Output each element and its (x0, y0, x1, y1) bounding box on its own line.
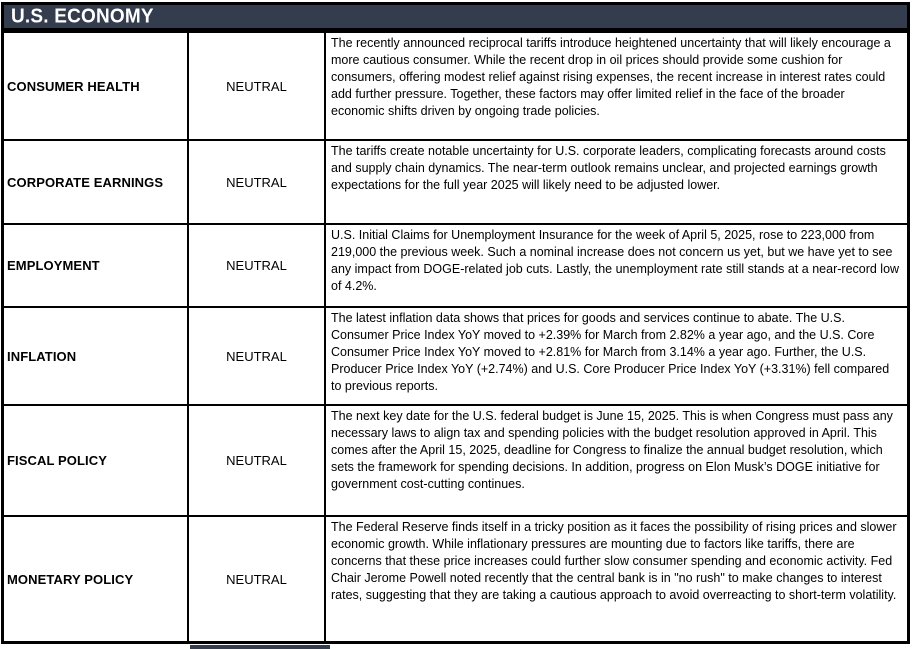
description-text: The next key date for the U.S. federal budget is June 15, 2025. This is when Congress must pass any necessary laws to align tax and spending policies with the budget resolution approved in April. This comes after the April 15, 2025, deadline for Congress to finalize the annual budget resolution, which sets the framework for spending decisions. In addition, progress on Elon Musk’s DOGE initiative for government cost-cutting continues. (331, 409, 893, 491)
category-label: FISCAL POLICY (4, 406, 189, 515)
description-text: U.S. Initial Claims for Unemployment Insurance for the week of April 5, 2025, rose to 223,000 from 219,000 the previous week. Such a nominal increase does not concern us yet, but we have yet to see any impact from DOGE-related job cuts. Lastly, the unemployment rate still stands at a near-record low of 4.2%. (331, 228, 900, 293)
table-row-inflation (4, 306, 907, 404)
rating-value: NEUTRAL (189, 406, 326, 515)
table-row-fiscal-policy (4, 404, 907, 515)
description-text: The tariffs create notable uncertainty for U.S. corporate leaders, complicating forecasts around costs and supply chain dynamics. The near-term outlook remains unclear, and projected earnings growth expectations for the full year 2025 will likely need to be adjusted lower. (331, 144, 886, 192)
rating-value: NEUTRAL (189, 33, 326, 139)
us-economy-panel (1, 2, 910, 644)
table-row-employment (4, 223, 907, 306)
rating-value: NEUTRAL (189, 308, 326, 404)
rating-value: NEUTRAL (189, 141, 326, 223)
category-label: MONETARY POLICY (4, 517, 189, 641)
next-section-header-peek (190, 645, 330, 649)
category-label: CORPORATE EARNINGS (4, 141, 189, 223)
category-label: EMPLOYMENT (4, 225, 189, 306)
description-text: The Federal Reserve finds itself in a tricky position as it faces the possibility of rising prices and slower economic growth. While inflationary pressures are mounting due to factors like tariffs, there are concerns that these price increases could further slow consumer spending and economic activity. Fed Chair Jerome Powell noted recently that the central bank is in "no rush" to make changes to interest rates, suggesting that they are taking a cautious approach to avoid overreacting to short-term volatility. (331, 520, 897, 602)
rating-value: NEUTRAL (189, 225, 326, 306)
description-text: The latest inflation data shows that prices for goods and services continue to abate. The U.S. Consumer Price Index YoY moved to +2.39% for March from 2.82% a year ago, and the U.S. Core Consumer Price Index YoY moved to +2.81% for March from 3.14% a year ago. Further, the U.S. Producer Price Index YoY (+2.74%) and U.S. Core Producer Price Index YoY (+3.31%) fell compared to previous reports. (331, 311, 890, 393)
description-text: The recently announced reciprocal tariffs introduce heightened uncertainty that will likely encourage a more cautious consumer. While the recent drop in oil prices should provide some cushion for consumers, offering modest relief against rising expenses, the recent increase in interest rates could add further pressure. Together, these factors may offer limited relief in the face of the broader economic shifts driven by ongoing trade policies. (331, 36, 891, 118)
table-row-corporate-earnings (4, 139, 907, 223)
section-header (4, 5, 907, 31)
rating-value: NEUTRAL (189, 517, 326, 641)
section-title: U.S. ECONOMY (11, 5, 154, 28)
category-label: CONSUMER HEALTH (4, 33, 189, 139)
table-row-monetary-policy (4, 515, 907, 641)
table-row-consumer-health (4, 31, 907, 139)
category-label: INFLATION (4, 308, 189, 404)
